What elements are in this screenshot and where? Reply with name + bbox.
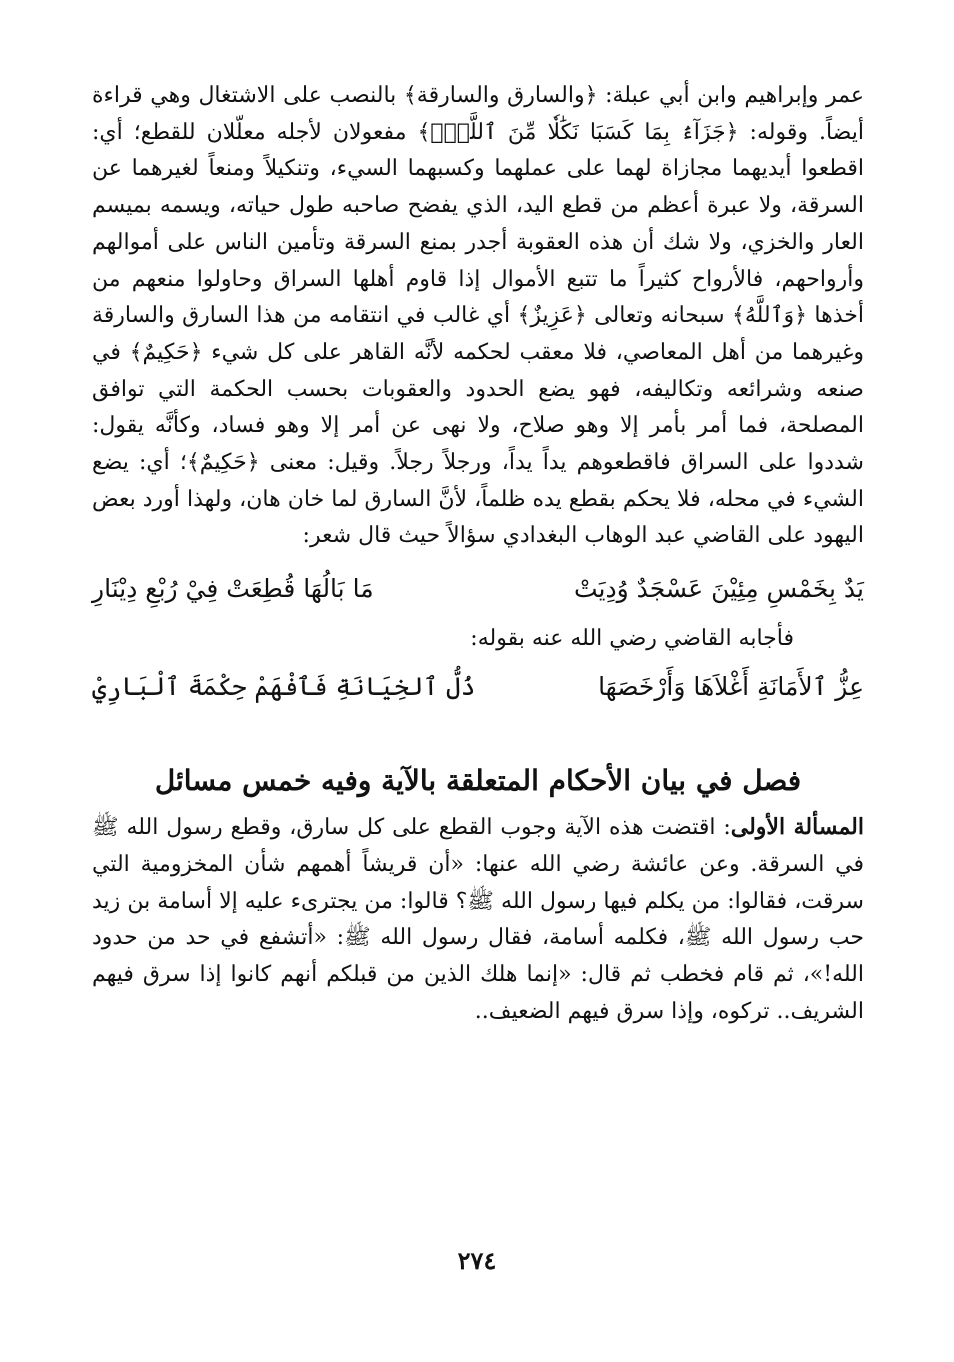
verse-first-hemistich: يَدٌ بِخَمْسِ مِئِيْنَ عَسْجَدٌ وُدِيَتْ bbox=[574, 574, 864, 604]
answer-intro-line: فأجابه القاضي رضي الله عنه بقوله: bbox=[470, 626, 794, 652]
verse-second-hemistich: ذُلُّ ٱلخِيَانَةِ فَٱفْهَمْ حِكْمَةَ ٱلْبَارِيْ bbox=[92, 672, 476, 702]
intro-paragraph: عمر وإبراهيم وابن أبي عبلة: ﴿والسارق والسارقة﴾ بالنصب على الاشتغال وهي قراءة أيضاً. وقوله: ﴿جَزَآءَۢ بِمَا كَسَبَا نَكَٰلٗا مِّنَ ٱللَّهِۗ﴾ مفعولان لأجله معلّلان للقطع؛ أي: اقطعوا أيديهما مجازاة لهما على عملهما وكسبهما السيء، وتنكيلاً ومنعاً لغيرهما عن السرقة، ولا عبرة أعظم من قطع اليد، الذي يفضح صاحبه طول حياته، ويسمه بميسم العار والخزي، ولا شك أن هذه العقوبة أجدر بمنع السرقة وتأمين الناس على أموالهم وأرواحهم، فالأرواح كثيراً ما تتبع الأموال إذا قاوم أهلها السراق وحاولوا منعهم من أخذها ﴿وَٱللَّهُ﴾ سبحانه وتعالى ﴿عَزِيزٌ﴾ أي غالب في انتقامه من هذا السارق والسارقة وغيرهما من أهل المعاصي، فلا معقب لحكمه لأنَّه القاهر على كل شيء ﴿حَكِيمٌ﴾ في صنعه وشرائعه وتكاليفه، فهو يضع الحدود والعقوبات بحسب الحكمة التي توافق المصلحة، فما أمر بأمر إلا وهو صلاح، ولا نهى عن أمر إلا وهو فساد، وكأنَّه يقول: شددوا على السراق فاقطعوهم يداً يداً، ورجلاً رجلاً. وقيل: معنى ﴿حَكِيمٌ﴾؛ أي: يضع الشيء في محله، فلا يحكم بقطع يده ظلماً، لأنَّ السارق لما خان هان، ولهذا أورد بعض اليهود على القاضي عبد الوهاب البغدادي سؤالاً حيث قال شعر: bbox=[92, 83, 864, 549]
issue-one-paragraph bbox=[92, 809, 864, 1030]
verse-first-hemistich: عِزُّ ٱلأَمَانَةِ أَغْلاَهَا وَأَرْخَصَهَا bbox=[598, 672, 864, 702]
section-heading: فصل في بيان الأحكام المتعلقة بالآية وفيه خمس مسائل bbox=[154, 764, 802, 798]
page-number: ٢٧٤ bbox=[457, 1246, 497, 1275]
page-body bbox=[92, 78, 864, 1030]
issue-one-text: : اقتضت هذه الآية وجوب القطع على كل سارق، وقطع رسول الله ﷺ في السرقة. وعن عائشة رضي الله عنها: «أن قريشاً أهمهم شأن المخزومية التي سرقت، فقالوا: من يكلم فيها رسول الله ﷺ؟ قالوا: من يجترىء عليه إلا أسامة بن زيد حب رسول الله ﷺ، فكلمه أسامة، فقال رسول الله ﷺ: «أتشفع في حد من حدود الله!»، ثم قام فخطب ثم قال: «إنما هلك الذين من قبلكم أنهم كانوا إذا سرق فيهم الشريف.. تركوه، وإذا سرق فيهم الضعيف.. bbox=[92, 815, 864, 1024]
poem-verse-question bbox=[92, 569, 864, 609]
poem-verse-answer bbox=[92, 667, 864, 707]
issue-one-label: المسألة الأولى bbox=[730, 814, 864, 841]
verse-second-hemistich: مَا بَالُهَا قُطِعَتْ فِيْ رُبْعِ دِيْنَارِ bbox=[92, 574, 374, 604]
